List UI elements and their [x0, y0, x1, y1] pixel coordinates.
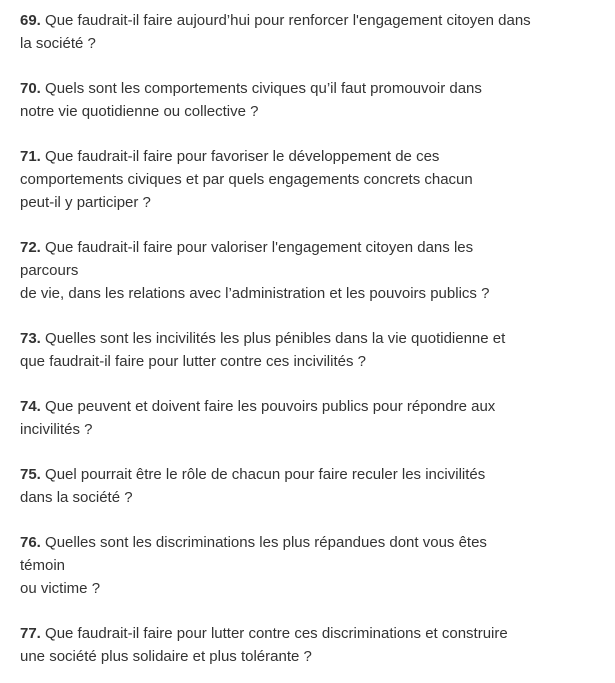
question-line: témoin: [20, 557, 66, 574]
question-text: Quelles sont les incivilités les plus pénibles dans la vie quotidienne et: [40, 330, 506, 347]
question-text: Quel pourrait être le rôle de chacun pour faire reculer les incivilités: [40, 466, 486, 483]
question-line: de vie, dans les relations avec l’administration et les pouvoirs publics ?: [20, 285, 490, 302]
question-line: peut-il y participer ?: [20, 194, 151, 211]
question-line: comportements civiques et par quels engagements concrets chacun: [20, 171, 473, 188]
question-text: Que faudrait-il faire pour favoriser le développement de ces: [40, 148, 440, 165]
question-first-line: [20, 463, 605, 486]
question-number: 75.: [20, 466, 41, 483]
question-line: que faudrait-il faire pour lutter contre ces incivilités ?: [20, 353, 366, 370]
question-number: 77.: [20, 625, 41, 642]
question-number: 71.: [20, 148, 41, 165]
question-line: incivilités ?: [20, 421, 93, 438]
question-text: Quels sont les comportements civiques qu’il faut promouvoir dans: [40, 80, 482, 97]
question-item: [20, 77, 605, 123]
question-line: notre vie quotidienne ou collective ?: [20, 103, 259, 120]
question-item: [20, 622, 605, 668]
question-item: [20, 327, 605, 373]
question-line: ou victime ?: [20, 580, 101, 597]
question-text: Que faudrait-il faire aujourd’hui pour renforcer l'engagement citoyen dans: [40, 12, 531, 29]
question-text: Que faudrait-il faire pour valoriser l'engagement citoyen dans les: [40, 239, 474, 256]
question-item: [20, 9, 605, 55]
question-line: une société plus solidaire et plus tolérante ?: [20, 648, 312, 665]
question-first-line: [20, 236, 605, 259]
question-item: [20, 531, 605, 600]
question-first-line: [20, 145, 605, 168]
question-number: 70.: [20, 80, 41, 97]
question-number: 69.: [20, 12, 41, 29]
question-item: [20, 145, 605, 214]
question-first-line: [20, 9, 605, 32]
question-text: Que peuvent et doivent faire les pouvoirs publics pour répondre aux: [40, 398, 496, 415]
question-first-line: [20, 531, 605, 554]
question-number: 74.: [20, 398, 41, 415]
question-first-line: [20, 327, 605, 350]
question-line: parcours: [20, 262, 79, 279]
question-text: Que faudrait-il faire pour lutter contre ces discriminations et construire: [40, 625, 508, 642]
question-item: [20, 236, 605, 305]
question-first-line: [20, 622, 605, 645]
question-item: [20, 395, 605, 441]
question-first-line: [20, 77, 605, 100]
question-line: dans la société ?: [20, 489, 133, 506]
question-item: [20, 463, 605, 509]
question-first-line: [20, 395, 605, 418]
question-number: 76.: [20, 534, 41, 551]
question-number: 72.: [20, 239, 41, 256]
question-text: Quelles sont les discriminations les plus répandues dont vous êtes: [40, 534, 487, 551]
question-line: la société ?: [20, 35, 96, 52]
question-number: 73.: [20, 330, 41, 347]
